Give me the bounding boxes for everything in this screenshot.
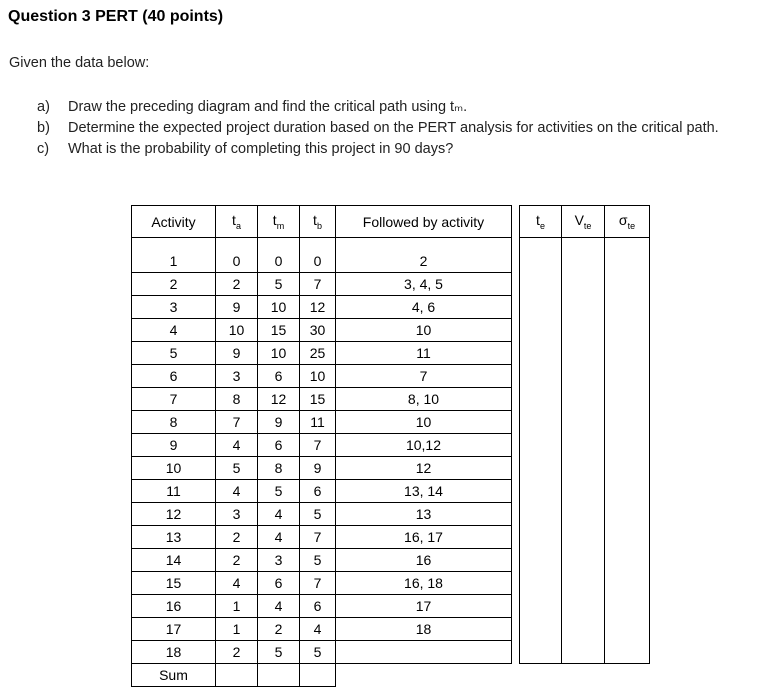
cell-vte-blank [562,411,605,434]
cell-vte-blank [562,503,605,526]
cell-followed: 18 [336,618,512,641]
cell-ta: 0 [216,250,258,273]
cell-tm: 8 [258,457,300,480]
cell-ta: 4 [216,434,258,457]
cell-ste-blank [605,342,650,365]
cell-followed: 10 [336,411,512,434]
cell-activity: 13 [132,526,216,549]
table-row [132,296,650,319]
cell-tb: 15 [300,388,336,411]
cell-ste-blank [605,618,650,641]
cell-followed: 11 [336,342,512,365]
cell-tb: 4 [300,618,336,641]
header-ta: $t_a$ [216,206,258,238]
cell-followed: 4, 6 [336,296,512,319]
cell-followed: 10 [336,319,512,342]
cell-ste-blank [605,365,650,388]
pert-data-table [131,205,650,687]
cell-te-blank [520,503,562,526]
cell-te-blank [520,595,562,618]
cell-tm: 3 [258,549,300,572]
table-row [132,250,650,273]
cell-followed: 2 [336,250,512,273]
cell-tm: 4 [258,595,300,618]
cell-ta: 8 [216,388,258,411]
table-row [132,411,650,434]
table-row [132,618,650,641]
cell-tb: 6 [300,595,336,618]
sum-label: Sum [132,664,216,687]
column-gap [512,526,520,549]
cell-vte-blank [562,618,605,641]
cell-vte-blank [562,434,605,457]
column-gap [512,250,520,273]
question-item-c [37,139,782,160]
cell-ste-blank [605,388,650,411]
cell-activity: 7 [132,388,216,411]
cell-tm: 6 [258,365,300,388]
cell-vte-blank [562,319,605,342]
table-row [132,273,650,296]
table-row [132,388,650,411]
cell-te-blank [520,273,562,296]
cell-vte-blank [562,526,605,549]
column-gap [512,595,520,618]
cell-tb: 10 [300,365,336,388]
cell-tm: 10 [258,342,300,365]
cell-ta: 1 [216,618,258,641]
cell-activity: 4 [132,319,216,342]
cell-ste-blank [605,250,650,273]
cell-followed: 3, 4, 5 [336,273,512,296]
cell-tm: 15 [258,319,300,342]
cell-followed: 13 [336,503,512,526]
cell-vte-blank [562,549,605,572]
cell-tb: 7 [300,273,336,296]
column-gap [512,434,520,457]
cell-followed: 16, 18 [336,572,512,595]
cell-ta: 2 [216,526,258,549]
cell-followed: 16 [336,549,512,572]
question-title: Question 3 PERT (40 points) [8,8,224,25]
cell-ste-blank [605,457,650,480]
column-gap [512,457,520,480]
cell-te-blank [520,296,562,319]
cell-vte-blank [562,365,605,388]
cell-activity: 1 [132,250,216,273]
cell-vte-blank [562,273,605,296]
cell-vte-blank [562,342,605,365]
cell-ta: 5 [216,457,258,480]
cell-tb: 5 [300,641,336,664]
cell-tm: 12 [258,388,300,411]
cell-vte-blank [562,457,605,480]
cell-followed: 12 [336,457,512,480]
cell-activity: 16 [132,595,216,618]
cell-tm: 6 [258,434,300,457]
column-gap [512,388,520,411]
cell-followed: 7 [336,365,512,388]
cell-tb: 0 [300,250,336,273]
cell-vte-blank [562,480,605,503]
header-row [132,206,650,238]
cell-te-blank [520,342,562,365]
cell-activity: 14 [132,549,216,572]
cell-tb: 9 [300,457,336,480]
table-row [132,595,650,618]
cell-ste-blank [605,549,650,572]
header-tm: $t_m$ [258,206,300,238]
column-gap [512,319,520,342]
cell-ta: 9 [216,296,258,319]
question-item-b [37,118,782,139]
cell-ta: 3 [216,503,258,526]
cell-activity: 17 [132,618,216,641]
cell-tm: 6 [258,572,300,595]
cell-followed: 10,12 [336,434,512,457]
table-row [132,641,650,664]
cell-ta: 9 [216,342,258,365]
cell-followed: 8, 10 [336,388,512,411]
column-gap [512,549,520,572]
table-row [132,457,650,480]
column-gap [512,618,520,641]
cell-activity: 5 [132,342,216,365]
cell-vte-blank [562,595,605,618]
cell-ta: 3 [216,365,258,388]
cell-ste-blank [605,503,650,526]
cell-ta: 2 [216,549,258,572]
cell-vte-blank [562,296,605,319]
cell-tm: 9 [258,411,300,434]
cell-te-blank [520,388,562,411]
cell-ta: 7 [216,411,258,434]
cell-ste-blank [605,411,650,434]
spacer-row [132,238,650,251]
question-letter: a) [37,99,50,115]
cell-tb: 25 [300,342,336,365]
cell-tb: 7 [300,434,336,457]
cell-ste-blank [605,641,650,664]
cell-activity: 6 [132,365,216,388]
column-gap [512,480,520,503]
cell-vte-blank [562,572,605,595]
cell-te-blank [520,572,562,595]
cell-activity: 10 [132,457,216,480]
cell-ta: 4 [216,572,258,595]
cell-ste-blank [605,319,650,342]
table-row [132,342,650,365]
cell-tb: 5 [300,503,336,526]
header-te: $t_e$ [520,206,562,238]
cell-ta: 2 [216,641,258,664]
cell-te-blank [520,411,562,434]
table-row [132,434,650,457]
cell-tm: 0 [258,250,300,273]
cell-tb: 30 [300,319,336,342]
cell-te-blank [520,641,562,664]
cell-activity: 8 [132,411,216,434]
cell-te-blank [520,618,562,641]
cell-activity: 2 [132,273,216,296]
cell-tm: 4 [258,526,300,549]
sum-row [132,664,650,687]
cell-vte-blank [562,388,605,411]
column-gap [512,641,520,664]
cell-tb: 7 [300,526,336,549]
cell-tb: 11 [300,411,336,434]
cell-tm: 2 [258,618,300,641]
table-row [132,319,650,342]
cell-ta: 4 [216,480,258,503]
cell-te-blank [520,457,562,480]
cell-vte-blank [562,250,605,273]
cell-ste-blank [605,273,650,296]
cell-ste-blank [605,480,650,503]
question-text: What is the probability of completing this project in 90 days? [68,141,454,157]
cell-activity: 18 [132,641,216,664]
question-text: Draw the preceding diagram and find the critical path using tₘ. [68,99,468,115]
question-text: Determine the expected project duration based on the PERT analysis for activities on the critical path. [68,120,719,136]
cell-tm: 5 [258,641,300,664]
cell-activity: 15 [132,572,216,595]
cell-activity: 11 [132,480,216,503]
cell-ta: 10 [216,319,258,342]
cell-followed: 16, 17 [336,526,512,549]
column-gap [512,572,520,595]
cell-activity: 9 [132,434,216,457]
cell-tb: 6 [300,480,336,503]
question-list [37,97,782,160]
table-body [132,250,650,664]
cell-followed: 13, 14 [336,480,512,503]
column-gap [512,296,520,319]
cell-followed [336,641,512,664]
intro-text: Given the data below: [9,55,150,71]
cell-te-blank [520,365,562,388]
column-gap [512,503,520,526]
column-gap [512,206,520,238]
table-row [132,549,650,572]
cell-activity: 12 [132,503,216,526]
cell-ta: 1 [216,595,258,618]
table-row [132,503,650,526]
cell-ste-blank [605,595,650,618]
cell-te-blank [520,526,562,549]
cell-te-blank [520,319,562,342]
column-gap [512,365,520,388]
cell-ste-blank [605,572,650,595]
header-tb: $t_b$ [300,206,336,238]
cell-ste-blank [605,296,650,319]
header-followed-by: Followed by activity [336,206,512,238]
column-gap [512,273,520,296]
cell-tb: 7 [300,572,336,595]
question-letter: c) [37,141,50,157]
table-row [132,365,650,388]
question-item-a [37,97,782,118]
table-row [132,572,650,595]
header-ste: $\sigma_{te}$ [605,206,650,238]
header-vte: $V_{te}$ [562,206,605,238]
table-row [132,480,650,503]
cell-vte-blank [562,641,605,664]
cell-ta: 2 [216,273,258,296]
cell-tm: 5 [258,480,300,503]
column-gap [512,411,520,434]
cell-te-blank [520,434,562,457]
question-letter: b) [37,120,50,136]
cell-tm: 4 [258,503,300,526]
header-activity: Activity [132,206,216,238]
table-row [132,526,650,549]
cell-te-blank [520,480,562,503]
cell-te-blank [520,549,562,572]
cell-ste-blank [605,526,650,549]
cell-followed: 17 [336,595,512,618]
cell-tm: 10 [258,296,300,319]
cell-tm: 5 [258,273,300,296]
cell-tb: 5 [300,549,336,572]
cell-te-blank [520,250,562,273]
column-gap [512,342,520,365]
cell-activity: 3 [132,296,216,319]
cell-ste-blank [605,434,650,457]
cell-tb: 12 [300,296,336,319]
